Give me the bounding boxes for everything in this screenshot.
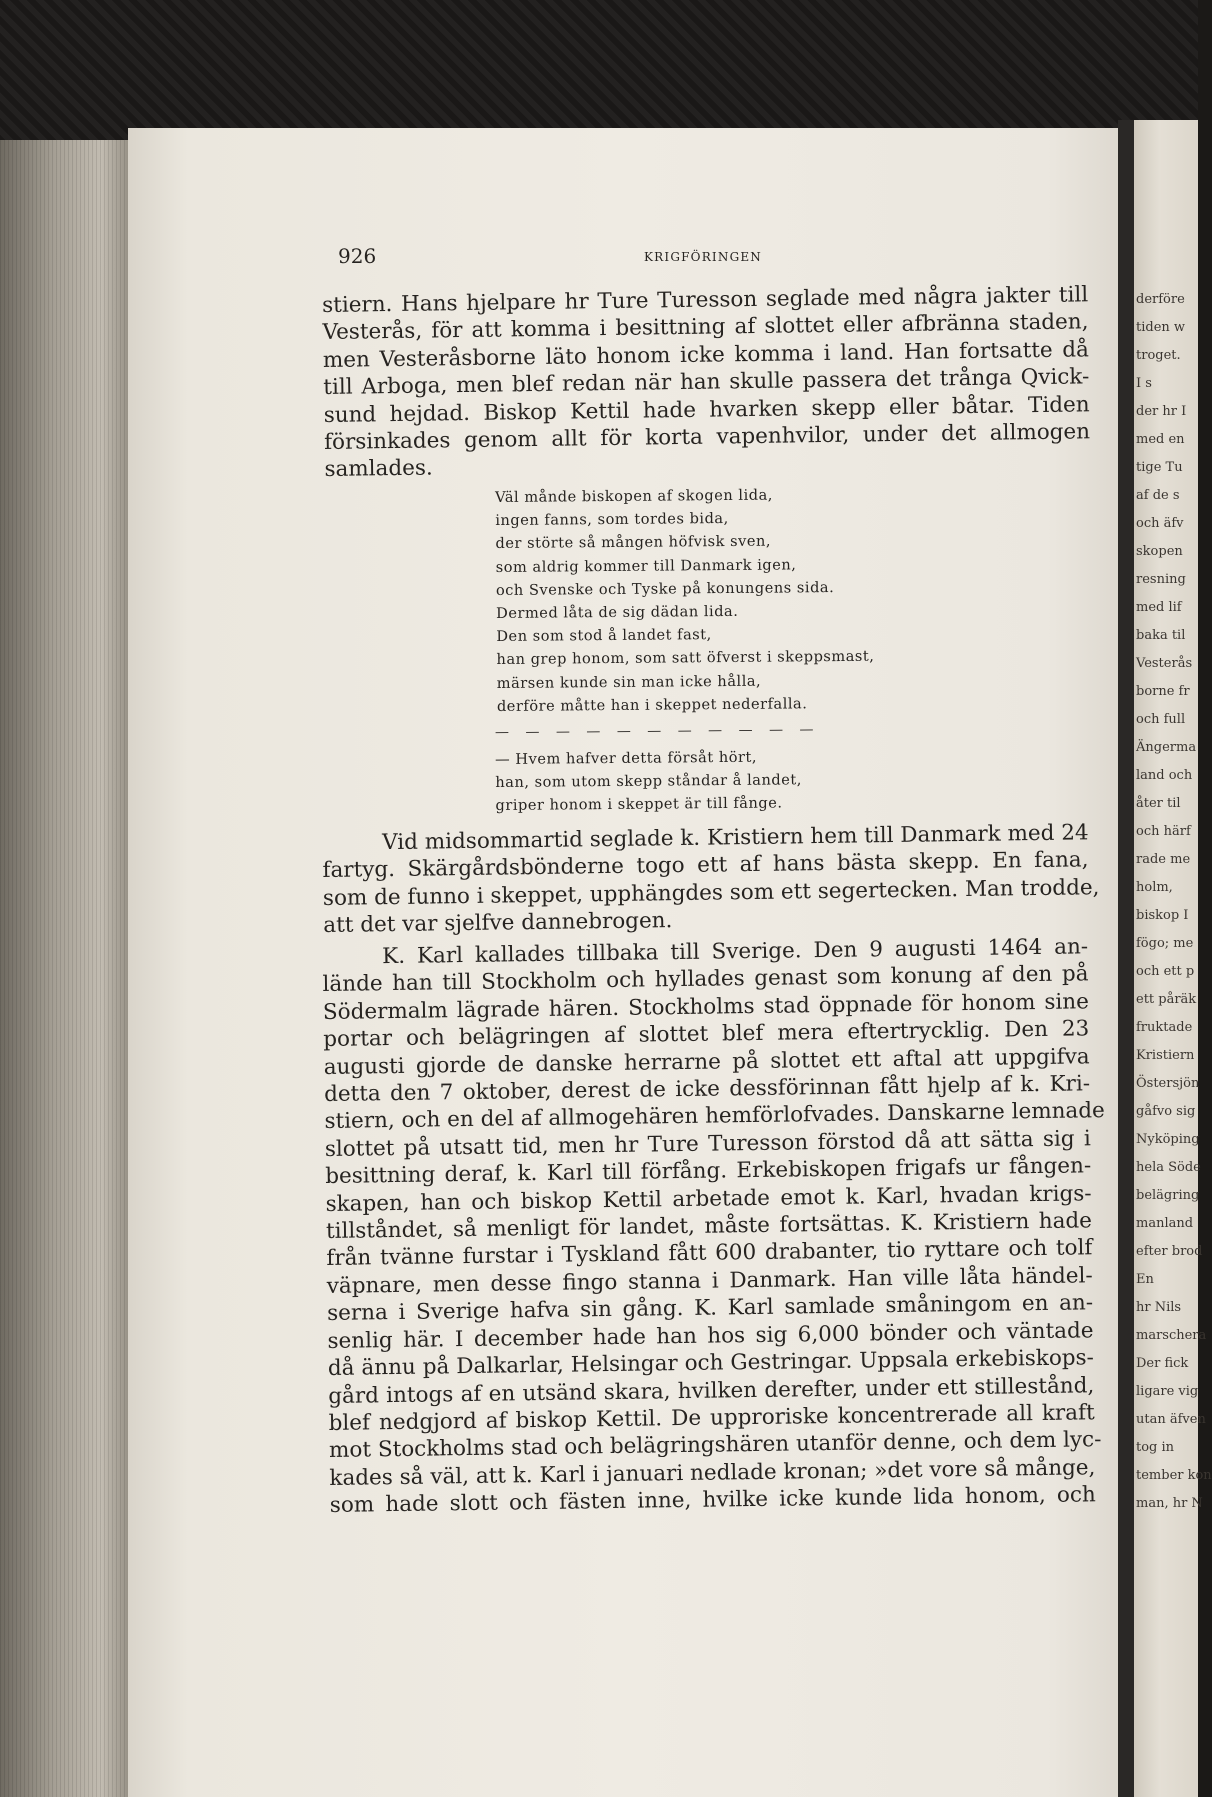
text-line: till Arboga, men blef redan när han skulle passera det trånga Qvick- bbox=[323, 364, 1090, 401]
adjacent-text: resning bbox=[1136, 572, 1186, 587]
adjacent-text: hela Söde bbox=[1136, 1160, 1201, 1175]
adjacent-text: utan äfven bbox=[1136, 1412, 1206, 1427]
adjacent-text: efter brod bbox=[1136, 1244, 1203, 1259]
running-head: KRIGFÖRINGEN bbox=[644, 250, 763, 264]
verse-line: ingen fanns, som tordes bida, bbox=[495, 510, 729, 530]
verse-line: der störte så mången höfvisk sven, bbox=[495, 533, 772, 553]
text-line: kades så väl, att k. Karl i januari nedlade kronan; »det vore så månge, bbox=[329, 1454, 1096, 1491]
adjacent-text: med en bbox=[1136, 432, 1185, 447]
text-line: stiern, och en del af allmogehären hemförlofvades. Danskarne lemnade bbox=[324, 1098, 1105, 1135]
text-line: då ännu på Dalkarlar, Helsingar och Gestringar. Uppsala erkebiskops- bbox=[327, 1345, 1095, 1382]
adjacent-text: holm, bbox=[1136, 880, 1173, 895]
adjacent-text: marschera bbox=[1136, 1328, 1207, 1343]
text-line: K. Karl kallades tillbaka till Sverige. Den 9 augusti 1464 an- bbox=[382, 934, 1089, 970]
text-line: augusti gjorde de danske herrarne på slottet ett aftal att uppgifva bbox=[323, 1043, 1090, 1080]
adjacent-text: baka til bbox=[1136, 628, 1186, 643]
adjacent-text: der hr I bbox=[1136, 404, 1187, 419]
adjacent-text: En bbox=[1136, 1272, 1154, 1287]
verse-line: han grep honom, som satt öfverst i skeppsmast, bbox=[496, 648, 875, 669]
quoted-verse bbox=[495, 744, 936, 817]
adjacent-text: troget. bbox=[1136, 348, 1181, 363]
text-line: portar och belägringen af slottet blef mera eftertrycklig. Den 23 bbox=[323, 1016, 1090, 1053]
adjacent-page bbox=[1134, 120, 1212, 1797]
adjacent-text: Östersjön bbox=[1136, 1076, 1200, 1091]
text-line: lände han till Stockholm och hyllades genast som konung af den på bbox=[322, 961, 1089, 998]
text-line: tillståndet, så menligt för landet, måste fortsättas. K. Kristiern hade bbox=[325, 1208, 1093, 1245]
adjacent-text: tog in bbox=[1136, 1440, 1175, 1455]
text-line: besittning deraf, k. Karl till förfång. Erkebiskopen frigafs ur fången- bbox=[325, 1153, 1092, 1190]
text-line: väpnare, men desse fingo stanna i Danmark. Han ville låta händel- bbox=[326, 1263, 1093, 1299]
text-line: försinkades genom allt för korta vapenhvilor, under det allmogen bbox=[323, 419, 1091, 456]
adjacent-text: Vesterås bbox=[1136, 656, 1193, 671]
verse-line: märsen kunde sin man icke hålla, bbox=[496, 672, 762, 692]
text-line: Vesterås, för att komma i besittning af slottet eller afbränna staden, bbox=[322, 309, 1089, 346]
text-line: samlades. bbox=[324, 455, 433, 483]
adjacent-text: fruktade bbox=[1136, 1020, 1193, 1035]
adjacent-text: Ängerma bbox=[1136, 740, 1197, 755]
adjacent-text: gåfvo sig bbox=[1136, 1104, 1196, 1119]
verse-line: — Hvem hafver detta försåt hört, bbox=[495, 748, 758, 768]
adjacent-text: biskop I bbox=[1136, 908, 1189, 923]
text-line: blef nedgjord af biskop Kettil. De upproriske koncentrerade all kraft bbox=[328, 1400, 1095, 1436]
adjacent-text: fögo; me bbox=[1136, 936, 1194, 951]
adjacent-text: land och bbox=[1136, 768, 1193, 783]
page-header bbox=[338, 244, 1150, 272]
adjacent-text: af de s bbox=[1136, 488, 1180, 503]
book-gutter bbox=[1118, 120, 1134, 1797]
adjacent-text: Nyköping bbox=[1136, 1132, 1200, 1147]
text-line: skapen, han och biskop Kettil arbetade emot k. Karl, hvadan krigs- bbox=[325, 1180, 1092, 1217]
verse-line: han, som utom skepp ståndar å landet, bbox=[495, 771, 802, 792]
adjacent-text: och ett p bbox=[1136, 964, 1195, 979]
adjacent-text: hr Nils bbox=[1136, 1300, 1182, 1315]
adjacent-text: man, hr N bbox=[1136, 1496, 1203, 1511]
text-line: senlig här. I december hade han hos sig 6,000 bönder och väntade bbox=[327, 1317, 1094, 1354]
text-line: slottet på utsatt tid, men hr Ture Turesson förstod då att sätta sig i bbox=[324, 1126, 1091, 1162]
text-line: som de funno i skeppet, upphängdes som ett segertecken. Man trodde, bbox=[322, 874, 1100, 911]
adjacent-text: borne fr bbox=[1136, 684, 1190, 699]
text-line: detta den 7 oktober, derest de icke dessförinnan fått hjelp af k. Kri- bbox=[323, 1071, 1091, 1108]
adjacent-text: med lif bbox=[1136, 600, 1182, 615]
adjacent-text: ett påräk bbox=[1136, 992, 1197, 1007]
adjacent-text: tember kon bbox=[1136, 1468, 1212, 1483]
text-line: men Vesteråsborne läto honom icke komma i land. Han fortsatte då bbox=[322, 337, 1090, 373]
verse-separator: — — — — — — — — — — — bbox=[494, 721, 820, 741]
adjacent-text: derföre bbox=[1136, 292, 1185, 307]
adjacent-text: tige Tu bbox=[1136, 460, 1183, 475]
verse-line: Väl månde biskopen af skogen lida, bbox=[495, 486, 773, 506]
adjacent-text: och härf bbox=[1136, 824, 1191, 839]
verse-line: derföre måtte han i skeppet nederfalla. bbox=[496, 695, 808, 715]
text-line: serna i Sverige hafva sin gång. K. Karl samlade småningom en an- bbox=[326, 1290, 1094, 1327]
quoted-verse bbox=[495, 482, 937, 718]
verse-line: och Svenske och Tyske på konungens sida. bbox=[495, 578, 835, 599]
paragraph bbox=[322, 933, 1105, 1519]
text-line: att det var sjelfve dannebrogen. bbox=[323, 908, 673, 939]
adjacent-text: och full bbox=[1136, 712, 1186, 727]
adjacent-text: Der fick bbox=[1136, 1356, 1189, 1371]
paragraph bbox=[322, 819, 1100, 939]
page-block-edge bbox=[0, 140, 135, 1797]
text-line: fartyg. Skärgårdsbönderne togo ett af hans bästa skepp. En fana, bbox=[322, 847, 1089, 884]
adjacent-text: och äfv bbox=[1136, 516, 1184, 531]
adjacent-text: åter til bbox=[1136, 796, 1181, 811]
adjacent-text: rade me bbox=[1136, 852, 1191, 867]
text-line: från tvänne furstar i Tyskland fått 600 drabanter, tio ryttare och tolf bbox=[326, 1235, 1093, 1272]
adjacent-text: skopen bbox=[1136, 544, 1183, 559]
adjacent-text: manland bbox=[1136, 1216, 1194, 1231]
page-number: 926 bbox=[338, 244, 377, 268]
paragraph bbox=[322, 281, 1091, 484]
verse-line: Dermed låta de sig dädan lida. bbox=[496, 602, 739, 623]
text-line: stiern. Hans hjelpare hr Ture Turesson seglade med några jakter till bbox=[322, 282, 1089, 318]
adjacent-text: tiden w bbox=[1136, 320, 1186, 335]
adjacent-text: ligare vig bbox=[1136, 1384, 1199, 1399]
text-line: Vid midsommartid seglade k. Kristiern hem till Danmark med 24 bbox=[382, 820, 1089, 856]
adjacent-text: Kristiern bbox=[1136, 1048, 1195, 1063]
text-line: Södermalm lägrade hären. Stockholms stad öppnade för honom sine bbox=[322, 989, 1090, 1025]
verse-line: som aldrig kommer till Danmark igen, bbox=[495, 555, 797, 576]
adjacent-text: belägring bbox=[1136, 1188, 1200, 1203]
text-line: gård intogs af en utsänd skara, hvilken derefter, under ett stillestånd, bbox=[328, 1372, 1095, 1409]
verse-line: griper honom i skeppet är till fånge. bbox=[495, 794, 783, 815]
adjacent-text: I s bbox=[1136, 376, 1152, 391]
text-line: sund hejdad. Biskop Kettil hade hvarken skepp eller båtar. Tiden bbox=[323, 391, 1090, 428]
text-line: som hade slott och fästen inne, hvilke icke kunde lida honom, och bbox=[329, 1482, 1096, 1519]
text-line: mot Stockholms stad och belägringshären utanför denne, och dem lyc- bbox=[328, 1427, 1102, 1464]
verse-line: Den som stod å landet fast, bbox=[496, 626, 712, 646]
